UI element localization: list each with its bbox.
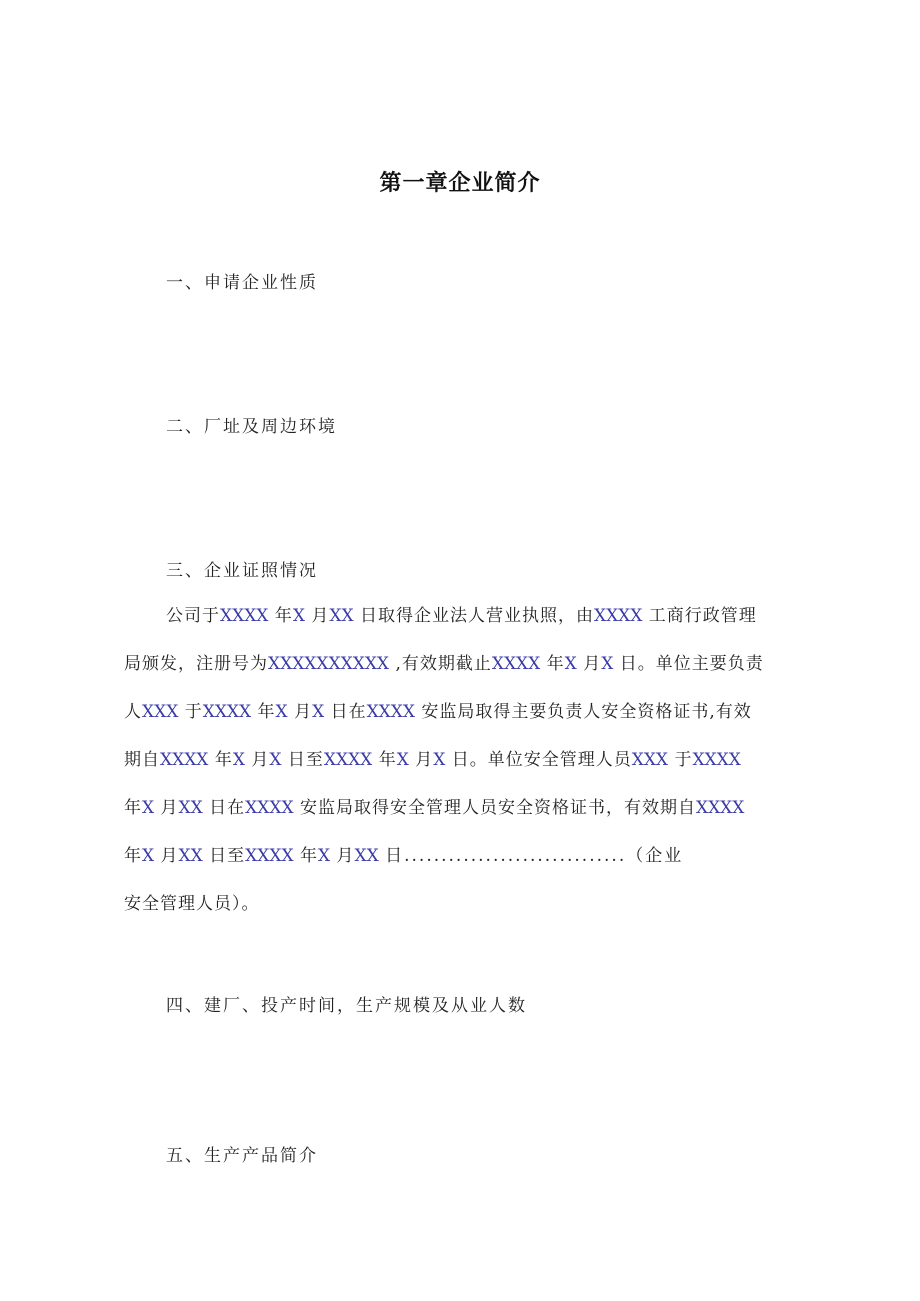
- chapter-title: 第一章企业简介: [379, 171, 541, 196]
- paragraph-text: 年: [274, 606, 293, 626]
- placeholder-value: X: [142, 846, 155, 866]
- paragraph-text: 期自: [124, 750, 160, 770]
- paragraph-text: 局颁发，注册号为: [124, 654, 268, 674]
- section-heading-4: 四、建厂、投产时间，生产规模及从业人数: [166, 996, 527, 1016]
- placeholder-value: XXX: [142, 702, 179, 722]
- paragraph-text: 月: [336, 846, 355, 866]
- paragraph-text: 月: [311, 606, 330, 626]
- placeholder-value: XXXX: [695, 798, 745, 818]
- section-heading-1: 一、申请企业性质: [166, 273, 318, 293]
- placeholder-value: XXXX: [160, 750, 209, 770]
- placeholder-value: X: [396, 750, 409, 770]
- paragraph-line: [124, 740, 814, 788]
- paragraph-text: 年: [257, 702, 276, 722]
- paragraph-text: 日..............................（企业: [385, 846, 684, 866]
- placeholder-value: XXXX: [245, 798, 294, 818]
- placeholder-value: XXXX: [245, 846, 294, 866]
- paragraph-text: 安全管理人员）。: [124, 894, 260, 914]
- paragraph-line: [124, 884, 814, 932]
- placeholder-value: XX: [178, 798, 203, 818]
- paragraph-text: 月: [251, 750, 270, 770]
- paragraph-text: 年: [214, 750, 233, 770]
- placeholder-value: X: [232, 750, 245, 770]
- section-heading-5: 五、生产产品简介: [166, 1146, 318, 1166]
- placeholder-value: X: [601, 654, 614, 674]
- paragraph-line: [124, 836, 814, 884]
- placeholder-value: XXXX: [491, 654, 541, 674]
- placeholder-value: XXXX: [366, 702, 415, 722]
- paragraph-text: 人: [124, 702, 142, 722]
- placeholder-value: XXXX: [202, 702, 252, 722]
- placeholder-value: XXXXXXXXXX: [268, 654, 390, 674]
- placeholder-value: XX: [329, 606, 354, 626]
- paragraph-text: 日。单位安全管理人员: [451, 750, 632, 770]
- paragraph-line: [124, 596, 814, 644]
- placeholder-value: X: [312, 702, 325, 722]
- paragraph-text: 月: [294, 702, 313, 722]
- paragraph-text: 公司于: [166, 606, 220, 626]
- paragraph-text: 年: [299, 846, 318, 866]
- paragraph-line: [124, 692, 814, 740]
- paragraph-text: 于: [674, 750, 693, 770]
- placeholder-value: X: [142, 798, 155, 818]
- license-paragraph: [124, 596, 814, 932]
- placeholder-value: XX: [178, 846, 203, 866]
- paragraph-text: 日取得企业法人营业执照，由: [359, 606, 594, 626]
- paragraph-text: 日至: [287, 750, 324, 770]
- paragraph-text: 月: [583, 654, 602, 674]
- placeholder-value: XXXX: [692, 750, 741, 770]
- paragraph-text: 日至: [209, 846, 246, 866]
- placeholder-value: X: [292, 606, 305, 626]
- section-heading-3: 三、企业证照情况: [166, 561, 318, 581]
- paragraph-text: 年: [124, 846, 142, 866]
- section-heading-2: 二、厂址及周边环境: [166, 417, 337, 437]
- placeholder-value: X: [269, 750, 282, 770]
- paragraph-text: 安监局取得主要负责人安全资格证书,有效: [421, 702, 752, 722]
- placeholder-value: X: [317, 846, 331, 866]
- placeholder-value: XXXX: [323, 750, 373, 770]
- placeholder-value: XXXX: [220, 606, 269, 626]
- paragraph-text: 日在: [330, 702, 367, 722]
- paragraph-text: 月: [160, 846, 179, 866]
- paragraph-text: 安监局取得安全管理人员安全资格证书，有效期自: [299, 798, 696, 818]
- placeholder-value: X: [275, 702, 288, 722]
- paragraph-text: 月: [160, 798, 179, 818]
- paragraph-text: 年: [124, 798, 142, 818]
- paragraph-text: 日。单位主要负责: [619, 654, 764, 674]
- placeholder-value: XXX: [631, 750, 669, 770]
- placeholder-value: X: [433, 750, 446, 770]
- placeholder-value: XXXX: [593, 606, 643, 626]
- paragraph-text: 年: [546, 654, 565, 674]
- paragraph-line: [124, 788, 814, 836]
- paragraph-text: 工商行政管理: [648, 606, 757, 626]
- paragraph-text: 月: [415, 750, 434, 770]
- paragraph-text: 年: [378, 750, 397, 770]
- placeholder-value: XX: [354, 846, 379, 866]
- paragraph-text: ,有效期截止: [395, 654, 492, 674]
- placeholder-value: X: [564, 654, 577, 674]
- paragraph-text: 日在: [209, 798, 246, 818]
- paragraph-text: 于: [184, 702, 203, 722]
- paragraph-line: [124, 644, 814, 692]
